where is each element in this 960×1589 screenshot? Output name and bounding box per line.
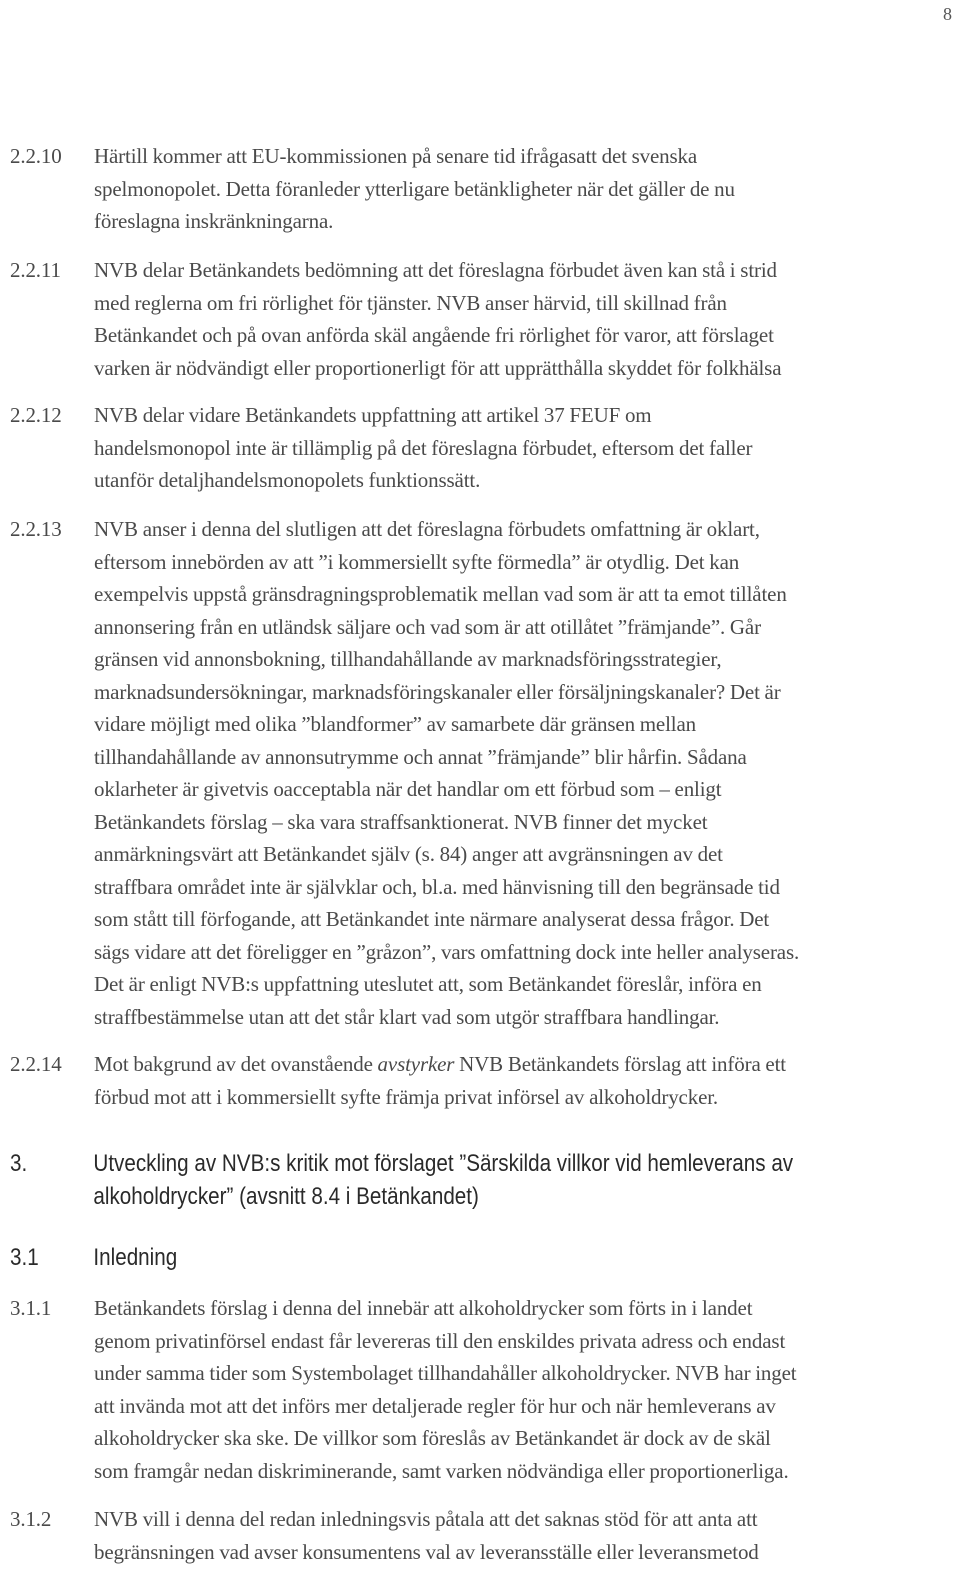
section-title bbox=[93, 1147, 921, 1213]
text-line: som stått till förfogande, att Betänkandet inte närmare analyserat dessa frågor. Det bbox=[94, 907, 770, 931]
text-line: oklarheter är givetvis oacceptabla när det handlar om ett förbud som – enligt bbox=[94, 777, 722, 801]
paragraph-number: 2.2.10 bbox=[10, 144, 62, 168]
page-number: 8 bbox=[943, 4, 952, 24]
text-line: annonsering från en utländsk säljare och vad som är att otillåtet ”främjande”. Går bbox=[94, 614, 761, 639]
paragraph-text bbox=[94, 254, 950, 384]
paragraph-2-2-11 bbox=[10, 254, 950, 384]
paragraph-text bbox=[94, 513, 950, 1033]
text-line: som framgår nedan diskriminerande, samt varken nödvändiga eller proportionerliga. bbox=[94, 1458, 789, 1483]
text-line: NVB delar vidare Betänkandets uppfattning att artikel 37 FEUF om bbox=[94, 403, 652, 427]
paragraph-number: 3.1.2 bbox=[10, 1507, 52, 1531]
heading-line: alkoholdrycker” (avsnitt 8.4 i Betänkandet) bbox=[93, 1183, 479, 1210]
text-line: under samma tider som Systembolaget tillhandahåller alkoholdrycker. NVB har inget bbox=[94, 1361, 797, 1385]
paragraph-text bbox=[94, 1292, 950, 1487]
paragraph-3-1-1 bbox=[10, 1292, 950, 1487]
text-line: begränsningen vad avser konsumentens val av leveransställe eller leveransmetod bbox=[94, 1539, 759, 1564]
paragraph-number: 2.2.14 bbox=[10, 1052, 62, 1076]
text-line: föreslagna inskränkningarna. bbox=[94, 209, 334, 233]
text-line: tillhandahållande av annonsutrymme och annat ”främjande” blir hårfin. Sådana bbox=[94, 744, 747, 769]
text-line: exempelvis uppstå gränsdragningsproblematik mellan vad som är att ta emot tillåten bbox=[94, 582, 787, 606]
paragraph-number: 2.2.11 bbox=[10, 258, 61, 282]
text-line: straffbara området inte är självklar och, bl.a. med hänvisning till den begränsade tid bbox=[94, 874, 780, 899]
text-line: straffbestämmelse utan att det står klart vad som utgör straffbara handlingar. bbox=[94, 1004, 720, 1029]
text-line: att invända mot att det införs mer detaljerade regler för hur och när hemleverans av bbox=[94, 1393, 776, 1418]
paragraph-2-2-10 bbox=[10, 140, 950, 238]
paragraph-2-2-14 bbox=[10, 1048, 950, 1113]
text-line bbox=[94, 1052, 786, 1076]
paragraph-text bbox=[94, 140, 950, 238]
text-line: alkoholdrycker ska ske. De villkor som föreslås av Betänkandet är dock av de skäl bbox=[94, 1426, 771, 1450]
text-line: genom privatinförsel endast får levereras till den enskildes privata adress och endast bbox=[94, 1328, 786, 1353]
text-line: gränsen vid annonsbokning, tillhandahållande av marknadsföringsstrategier, bbox=[94, 647, 722, 671]
text-line: handelsmonopol inte är tillämplig på det föreslagna förbudet, eftersom det faller bbox=[94, 435, 753, 460]
text-line: Betänkandet och på ovan anförda skäl angående fri rörlighet för varor, att förslaget bbox=[94, 323, 774, 347]
paragraph-number: 2.2.12 bbox=[10, 403, 62, 427]
subsection-number: 3.1 bbox=[10, 1244, 39, 1271]
subsection-heading bbox=[10, 1243, 177, 1273]
paragraph-text bbox=[94, 1503, 950, 1568]
emphasis-text: avstyrker bbox=[377, 1052, 455, 1076]
text-line: Härtill kommer att EU-kommissionen på senare tid ifrågasatt det svenska bbox=[94, 144, 698, 168]
paragraph-number: 3.1.1 bbox=[10, 1296, 52, 1320]
text-line: eftersom innebörden av att ”i kommersiellt syfte förmedla” är otydlig. Det kan bbox=[94, 549, 740, 574]
text-line: NVB anser i denna del slutligen att det föreslagna förbudets omfattning är oklart, bbox=[94, 517, 760, 541]
text-line: utanför detaljhandelsmonopolets funktionssätt. bbox=[94, 468, 481, 492]
section-number: 3. bbox=[10, 1150, 28, 1177]
text-line: NVB delar Betänkandets bedömning att det föreslagna förbudet även kan stå i strid bbox=[94, 258, 777, 282]
text-line: NVB vill i denna del redan inledningsvis påtala att det saknas stöd för att anta att bbox=[94, 1507, 758, 1531]
subsection-title: Inledning bbox=[93, 1244, 178, 1271]
text-segment: NVB Betänkandets förslag att införa ett bbox=[454, 1052, 786, 1076]
text-line: marknadsundersökningar, marknadsföringskanaler eller försäljningskanaler? Det är bbox=[94, 679, 781, 704]
paragraph-text bbox=[94, 399, 950, 497]
section-heading bbox=[10, 1147, 922, 1213]
paragraph-text bbox=[94, 1048, 950, 1113]
text-line: spelmonopolet. Detta föranleder ytterligare betänkligheter när det gäller de nu bbox=[94, 176, 735, 201]
paragraph-number: 2.2.13 bbox=[10, 517, 62, 541]
text-segment: Mot bakgrund av det ovanstående bbox=[94, 1052, 378, 1076]
text-line: förbud mot att i kommersiellt syfte främja privat införsel av alkoholdrycker. bbox=[94, 1084, 719, 1109]
text-line: varken är nödvändigt eller proportionerligt för att upprätthålla skyddet för folkhälsa bbox=[94, 355, 782, 380]
text-line: sägs vidare att det föreligger en ”gråzon”, vars omfattning dock inte heller analyseras. bbox=[94, 939, 800, 964]
text-line: med reglerna om fri rörlighet för tjänster. NVB anser härvid, till skillnad från bbox=[94, 290, 727, 315]
heading-line: Utveckling av NVB:s kritik mot förslaget ”Särskilda villkor vid hemleverans av bbox=[93, 1150, 794, 1177]
text-line: vidare möjligt med olika ”blandformer” av samarbete där gränsen mellan bbox=[94, 712, 696, 736]
text-line: Betänkandets förslag i denna del innebär att alkoholdrycker som förts in i landet bbox=[94, 1296, 753, 1320]
paragraph-2-2-13 bbox=[10, 513, 950, 1033]
text-line: Betänkandets förslag – ska vara straffsanktionerat. NVB finner det mycket bbox=[94, 809, 708, 834]
text-line: anmärkningsvärt att Betänkandet själv (s. 84) anger att avgränsningen av det bbox=[94, 842, 723, 866]
paragraph-3-1-2 bbox=[10, 1503, 950, 1568]
text-line: Det är enligt NVB:s uppfattning uteslutet att, som Betänkandet föreslår, införa en bbox=[94, 972, 762, 996]
paragraph-2-2-12 bbox=[10, 399, 950, 497]
